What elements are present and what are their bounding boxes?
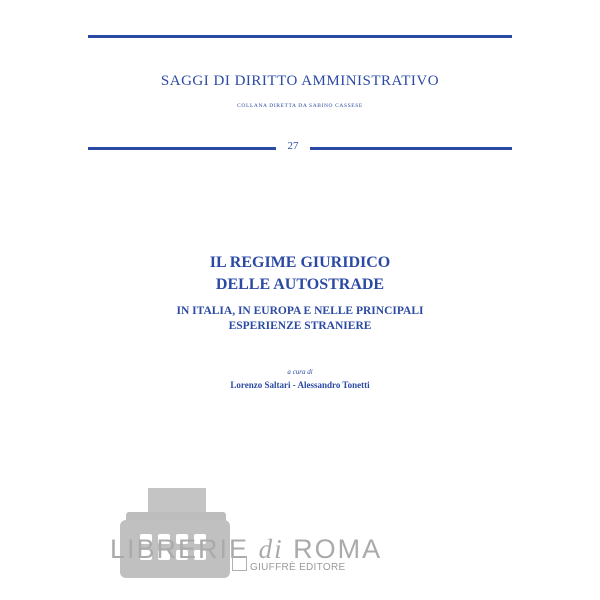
book-title-line-1: IL REGIME GIURIDICO — [209, 254, 391, 271]
watermark-brand-city: ROMA — [293, 534, 383, 564]
book-subtitle-line-1: IN ITALIA, IN EUROPA E NELLE PRINCIPALI — [176, 305, 424, 317]
volume-rule-right — [310, 147, 512, 150]
watermark-brand-di: di — [258, 534, 284, 564]
book-subtitle-line-2: ESPERIENZE STRANIERE — [228, 320, 372, 332]
volume-number: 27 — [287, 140, 299, 152]
edited-by-label: a cura di — [287, 368, 313, 376]
volume-rule-left — [88, 147, 276, 150]
watermark-publisher: GIUFFRÈ EDITORE — [250, 562, 346, 573]
authors: Lorenzo Saltari - Alessandro Tonetti — [230, 380, 370, 390]
book-title-line-2: DELLE AUTOSTRADE — [215, 276, 385, 293]
series-title: SAGGI DI DIRITTO AMMINISTRATIVO — [160, 73, 440, 89]
book-title — [88, 252, 512, 296]
watermark-brand-main: LIBRERIE — [110, 534, 250, 564]
series-director: COLLANA DIRETTA DA SABINO CASSESE — [237, 103, 363, 109]
publisher-logo-icon — [232, 556, 247, 571]
book-subtitle — [88, 304, 512, 334]
top-rule — [88, 35, 512, 38]
